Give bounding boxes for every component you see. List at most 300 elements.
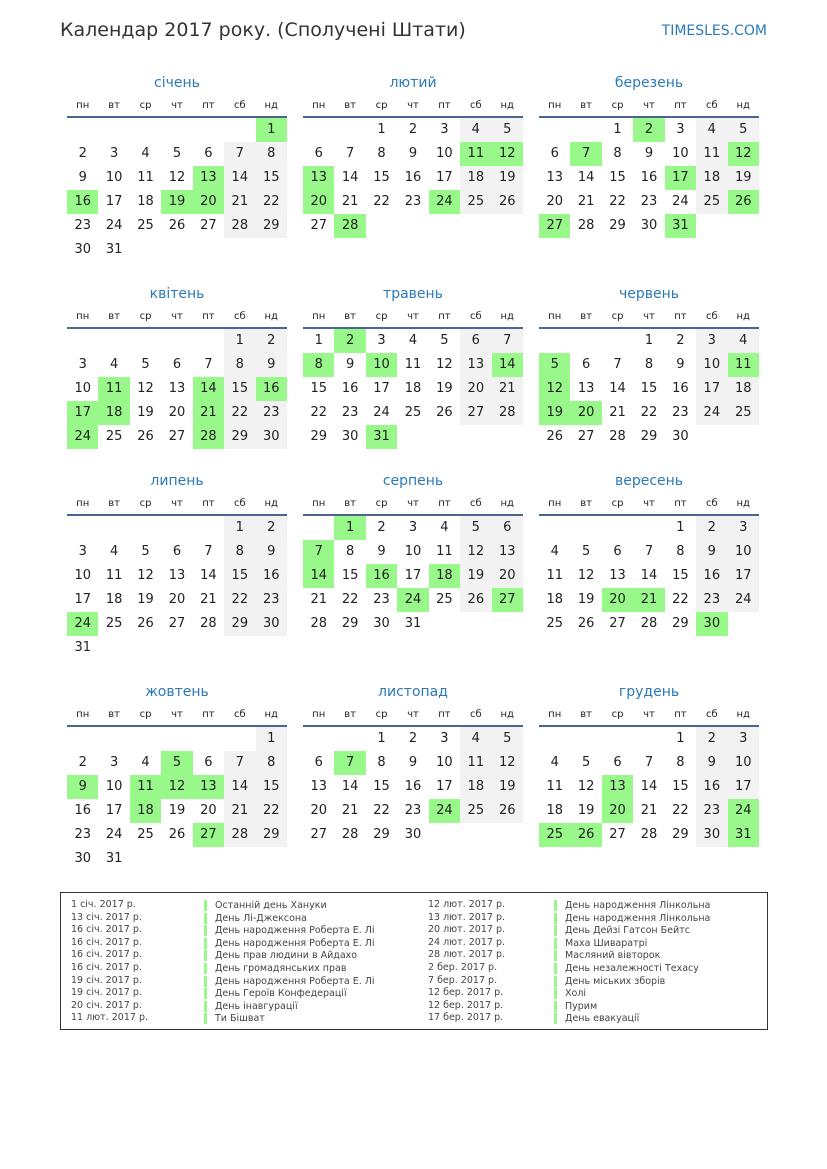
day-cell[interactable]: 5 [141,544,150,559]
day-cell[interactable]: 7 [224,142,255,166]
day-cell[interactable]: 30 [696,612,727,636]
day-cell[interactable]: 26 [137,616,154,631]
day-cell[interactable]: 27 [168,429,186,444]
day-cell[interactable]: 27 [200,218,217,233]
day-cell[interactable]: 19 [168,803,186,818]
day-cell[interactable]: 20 [492,564,523,588]
day-cell[interactable]: 13 [602,775,633,799]
day-cell[interactable]: 20 [168,592,186,607]
day-cell[interactable]: 9 [377,544,386,559]
day-cell[interactable]: 1 [256,118,287,142]
day-cell[interactable]: 2 [78,146,87,161]
day-cell[interactable]: 26 [577,616,595,631]
day-cell[interactable]: 28 [193,425,224,449]
day-cell[interactable]: 22 [373,803,390,818]
day-cell[interactable]: 18 [460,166,491,190]
day-cell[interactable]: 16 [67,190,98,214]
day-cell[interactable]: 24 [728,588,759,612]
day-cell[interactable]: 19 [492,775,523,799]
day-cell[interactable]: 9 [67,775,98,799]
day-cell[interactable]: 16 [256,564,287,588]
day-cell[interactable]: 23 [373,592,390,607]
day-cell[interactable]: 6 [581,357,591,372]
day-cell[interactable]: 24 [67,425,98,449]
day-cell[interactable]: 7 [613,357,622,372]
day-cell[interactable]: 13 [492,540,523,564]
day-cell[interactable]: 25 [137,827,154,842]
day-cell[interactable]: 11 [137,170,154,185]
day-cell[interactable]: 21 [193,401,224,425]
day-cell[interactable]: 15 [609,170,626,185]
day-cell[interactable]: 31 [74,640,91,655]
day-cell[interactable]: 21 [224,799,255,823]
day-cell[interactable]: 20 [200,803,217,818]
day-cell[interactable]: 6 [314,755,323,770]
day-cell[interactable]: 3 [440,122,449,137]
day-cell[interactable]: 13 [577,381,595,396]
day-cell[interactable]: 25 [105,616,123,631]
day-cell[interactable]: 17 [436,170,453,185]
day-cell[interactable]: 19 [577,592,595,607]
day-cell[interactable]: 3 [109,755,119,770]
day-cell[interactable]: 11 [728,353,759,377]
day-cell[interactable]: 17 [728,564,759,588]
day-cell[interactable]: 25 [460,190,491,214]
day-cell[interactable]: 28 [640,616,658,631]
day-cell[interactable]: 15 [256,775,287,799]
day-cell[interactable]: 23 [404,803,422,818]
day-cell[interactable]: 7 [334,751,365,775]
day-cell[interactable]: 22 [224,588,255,612]
day-cell[interactable]: 14 [303,564,334,588]
day-cell[interactable]: 20 [168,405,186,420]
day-cell[interactable]: 23 [74,827,91,842]
day-cell[interactable]: 2 [334,329,365,353]
day-cell[interactable]: 14 [640,568,658,583]
day-cell[interactable]: 21 [341,194,359,209]
day-cell[interactable]: 18 [460,775,491,799]
day-cell[interactable]: 13 [168,568,186,583]
day-cell[interactable]: 21 [224,190,255,214]
day-cell[interactable]: 25 [696,190,727,214]
day-cell[interactable]: 17 [74,592,91,607]
day-cell[interactable]: 4 [109,357,119,372]
day-cell[interactable]: 12 [137,568,154,583]
day-cell[interactable]: 26 [168,218,186,233]
day-cell[interactable]: 2 [408,731,418,746]
day-cell[interactable]: 25 [460,799,491,823]
day-cell[interactable]: 18 [137,194,154,209]
day-cell[interactable]: 1 [334,516,365,540]
day-cell[interactable]: 22 [609,194,626,209]
day-cell[interactable]: 16 [404,170,422,185]
day-cell[interactable]: 6 [460,329,491,353]
day-cell[interactable]: 12 [728,142,759,166]
day-cell[interactable]: 15 [672,779,689,794]
day-cell[interactable]: 24 [105,218,123,233]
day-cell[interactable]: 12 [539,377,570,401]
day-cell[interactable]: 6 [492,516,523,540]
day-cell[interactable]: 9 [345,357,355,372]
day-cell[interactable]: 26 [492,190,523,214]
day-cell[interactable]: 8 [676,544,685,559]
day-cell[interactable]: 26 [546,429,563,444]
day-cell[interactable]: 16 [256,377,287,401]
day-cell[interactable]: 5 [492,118,523,142]
day-cell[interactable]: 15 [373,779,390,794]
day-cell[interactable]: 28 [310,616,327,631]
day-cell[interactable]: 13 [310,779,327,794]
day-cell[interactable]: 19 [539,401,570,425]
day-cell[interactable]: 27 [193,823,224,847]
day-cell[interactable]: 29 [256,823,287,847]
day-cell[interactable]: 2 [696,516,727,540]
day-cell[interactable]: 17 [105,194,123,209]
day-cell[interactable]: 16 [74,803,91,818]
day-cell[interactable]: 9 [78,170,87,185]
day-cell[interactable]: 17 [728,775,759,799]
day-cell[interactable]: 3 [408,520,418,535]
day-cell[interactable]: 12 [436,357,453,372]
day-cell[interactable]: 28 [640,827,658,842]
day-cell[interactable]: 7 [570,142,601,166]
day-cell[interactable]: 3 [440,731,449,746]
day-cell[interactable]: 10 [672,146,689,161]
day-cell[interactable]: 30 [341,429,359,444]
day-cell[interactable]: 22 [341,592,359,607]
day-cell[interactable]: 1 [676,520,685,535]
day-cell[interactable]: 8 [676,755,685,770]
day-cell[interactable]: 27 [609,827,626,842]
day-cell[interactable]: 19 [137,405,154,420]
day-cell[interactable]: 14 [341,170,359,185]
day-cell[interactable]: 21 [341,803,359,818]
day-cell[interactable]: 1 [676,731,685,746]
day-cell[interactable]: 18 [130,799,161,823]
day-cell[interactable]: 13 [193,775,224,799]
day-cell[interactable]: 6 [550,146,559,161]
day-cell[interactable]: 4 [696,118,727,142]
day-cell[interactable]: 11 [105,568,123,583]
day-cell[interactable]: 26 [436,405,453,420]
day-cell[interactable]: 22 [672,592,689,607]
day-cell[interactable]: 4 [440,520,449,535]
day-cell[interactable]: 5 [141,357,150,372]
day-cell[interactable]: 8 [256,142,287,166]
day-cell[interactable]: 26 [460,588,491,612]
day-cell[interactable]: 2 [633,118,664,142]
day-cell[interactable]: 29 [373,827,390,842]
day-cell[interactable]: 29 [310,429,327,444]
day-cell[interactable]: 18 [98,401,129,425]
day-cell[interactable]: 19 [492,166,523,190]
day-cell[interactable]: 20 [310,803,327,818]
day-cell[interactable]: 12 [460,540,491,564]
day-cell[interactable]: 11 [546,568,563,583]
day-cell[interactable]: 27 [310,218,327,233]
day-cell[interactable]: 1 [644,333,654,348]
day-cell[interactable]: 24 [397,588,428,612]
day-cell[interactable]: 13 [546,170,563,185]
day-cell[interactable]: 26 [492,799,523,823]
day-cell[interactable]: 13 [609,568,626,583]
day-cell[interactable]: 9 [256,540,287,564]
day-cell[interactable]: 23 [640,194,658,209]
day-cell[interactable]: 7 [224,751,255,775]
day-cell[interactable]: 14 [577,170,595,185]
day-cell[interactable]: 30 [404,827,422,842]
day-cell[interactable]: 5 [440,333,449,348]
day-cell[interactable]: 1 [377,122,386,137]
day-cell[interactable]: 13 [303,166,334,190]
day-cell[interactable]: 16 [341,381,359,396]
day-cell[interactable]: 10 [105,779,123,794]
day-cell[interactable]: 27 [539,214,570,238]
day-cell[interactable]: 22 [224,401,255,425]
day-cell[interactable]: 26 [728,190,759,214]
day-cell[interactable]: 23 [404,194,422,209]
day-cell[interactable]: 28 [577,218,595,233]
day-cell[interactable]: 24 [429,799,460,823]
day-cell[interactable]: 25 [404,405,422,420]
day-cell[interactable]: 14 [492,353,523,377]
day-cell[interactable]: 10 [728,751,759,775]
day-cell[interactable]: 16 [366,564,397,588]
day-cell[interactable]: 27 [609,616,626,631]
day-cell[interactable]: 9 [408,755,418,770]
day-cell[interactable]: 2 [408,122,418,137]
day-cell[interactable]: 31 [105,851,123,866]
day-cell[interactable]: 12 [577,779,595,794]
day-cell[interactable]: 19 [137,592,154,607]
day-cell[interactable]: 26 [137,429,154,444]
day-cell[interactable]: 12 [492,751,523,775]
day-cell[interactable]: 3 [377,333,386,348]
day-cell[interactable]: 31 [665,214,696,238]
day-cell[interactable]: 23 [696,588,727,612]
day-cell[interactable]: 15 [256,166,287,190]
day-cell[interactable]: 1 [224,329,255,353]
day-cell[interactable]: 14 [200,568,217,583]
day-cell[interactable]: 17 [105,803,123,818]
day-cell[interactable]: 7 [204,357,213,372]
day-cell[interactable]: 3 [696,329,727,353]
day-cell[interactable]: 17 [696,377,727,401]
day-cell[interactable]: 28 [224,823,255,847]
day-cell[interactable]: 4 [408,333,418,348]
day-cell[interactable]: 15 [224,377,255,401]
day-cell[interactable]: 8 [377,755,386,770]
day-cell[interactable]: 3 [78,544,87,559]
day-cell[interactable]: 21 [633,588,664,612]
day-cell[interactable]: 12 [137,381,154,396]
day-cell[interactable]: 14 [224,775,255,799]
day-cell[interactable]: 27 [460,401,491,425]
day-cell[interactable]: 23 [696,799,727,823]
day-cell[interactable]: 18 [728,377,759,401]
day-cell[interactable]: 29 [224,612,255,636]
day-cell[interactable]: 1 [613,122,622,137]
day-cell[interactable]: 14 [341,779,359,794]
day-cell[interactable]: 24 [105,827,123,842]
day-cell[interactable]: 23 [672,405,689,420]
day-cell[interactable]: 4 [550,544,559,559]
day-cell[interactable]: 16 [672,381,689,396]
day-cell[interactable]: 28 [200,616,217,631]
day-cell[interactable]: 19 [728,166,759,190]
day-cell[interactable]: 11 [546,779,563,794]
day-cell[interactable]: 23 [256,588,287,612]
day-cell[interactable]: 18 [546,592,563,607]
day-cell[interactable]: 15 [373,170,390,185]
day-cell[interactable]: 24 [672,194,689,209]
day-cell[interactable]: 1 [256,727,287,751]
day-cell[interactable]: 4 [550,755,559,770]
day-cell[interactable]: 8 [345,544,355,559]
day-cell[interactable]: 27 [492,588,523,612]
day-cell[interactable]: 21 [577,194,595,209]
day-cell[interactable]: 14 [609,381,626,396]
day-cell[interactable]: 29 [640,429,658,444]
day-cell[interactable]: 27 [310,827,327,842]
day-cell[interactable]: 10 [696,353,727,377]
day-cell[interactable]: 11 [460,142,491,166]
day-cell[interactable]: 6 [172,544,182,559]
day-cell[interactable]: 21 [310,592,327,607]
day-cell[interactable]: 20 [546,194,563,209]
day-cell[interactable]: 27 [577,429,595,444]
day-cell[interactable]: 21 [200,592,217,607]
day-cell[interactable]: 9 [696,751,727,775]
day-cell[interactable]: 1 [377,731,386,746]
day-cell[interactable]: 15 [341,568,359,583]
day-cell[interactable]: 16 [696,775,727,799]
day-cell[interactable]: 5 [581,544,591,559]
day-cell[interactable]: 17 [373,381,390,396]
day-cell[interactable]: 30 [256,425,287,449]
day-cell[interactable]: 14 [193,377,224,401]
day-cell[interactable]: 29 [672,616,689,631]
day-cell[interactable]: 22 [256,799,287,823]
day-cell[interactable]: 11 [130,775,161,799]
day-cell[interactable]: 2 [256,516,287,540]
day-cell[interactable]: 6 [172,357,182,372]
day-cell[interactable]: 5 [728,118,759,142]
day-cell[interactable]: 9 [408,146,418,161]
day-cell[interactable]: 11 [404,357,422,372]
day-cell[interactable]: 25 [137,218,154,233]
day-cell[interactable]: 26 [570,823,601,847]
day-cell[interactable]: 10 [436,755,453,770]
day-cell[interactable]: 10 [74,381,91,396]
day-cell[interactable]: 25 [436,592,453,607]
day-cell[interactable]: 14 [224,166,255,190]
day-cell[interactable]: 6 [613,544,622,559]
day-cell[interactable]: 8 [256,751,287,775]
day-cell[interactable]: 10 [404,544,422,559]
day-cell[interactable]: 21 [609,405,626,420]
day-cell[interactable]: 30 [672,429,689,444]
day-cell[interactable]: 5 [161,751,192,775]
day-cell[interactable]: 10 [74,568,91,583]
day-cell[interactable]: 7 [345,146,355,161]
day-cell[interactable]: 17 [67,401,98,425]
day-cell[interactable]: 17 [404,568,422,583]
day-cell[interactable]: 25 [728,401,759,425]
day-cell[interactable]: 29 [672,827,689,842]
day-cell[interactable]: 1 [314,333,323,348]
day-cell[interactable]: 2 [676,333,685,348]
day-cell[interactable]: 5 [492,727,523,751]
day-cell[interactable]: 12 [168,170,186,185]
day-cell[interactable]: 22 [640,405,658,420]
day-cell[interactable]: 20 [303,190,334,214]
day-cell[interactable]: 15 [672,568,689,583]
day-cell[interactable]: 19 [577,803,595,818]
day-cell[interactable]: 24 [429,190,460,214]
day-cell[interactable]: 7 [644,755,654,770]
day-cell[interactable]: 1 [224,516,255,540]
day-cell[interactable]: 28 [334,214,365,238]
day-cell[interactable]: 20 [460,377,491,401]
day-cell[interactable]: 6 [204,755,213,770]
day-cell[interactable]: 31 [728,823,759,847]
day-cell[interactable]: 24 [728,799,759,823]
day-cell[interactable]: 16 [640,170,658,185]
day-cell[interactable]: 9 [644,146,654,161]
day-cell[interactable]: 4 [460,727,491,751]
day-cell[interactable]: 30 [256,612,287,636]
day-cell[interactable]: 8 [377,146,386,161]
day-cell[interactable]: 21 [492,377,523,401]
day-cell[interactable]: 5 [539,353,570,377]
day-cell[interactable]: 17 [665,166,696,190]
day-cell[interactable]: 21 [640,803,658,818]
day-cell[interactable]: 18 [404,381,422,396]
day-cell[interactable]: 29 [224,425,255,449]
day-cell[interactable]: 9 [696,540,727,564]
day-cell[interactable]: 19 [460,564,491,588]
day-cell[interactable]: 2 [377,520,386,535]
day-cell[interactable]: 26 [168,827,186,842]
day-cell[interactable]: 25 [105,429,123,444]
day-cell[interactable]: 30 [373,616,390,631]
day-cell[interactable]: 28 [341,827,359,842]
day-cell[interactable]: 20 [602,588,633,612]
day-cell[interactable]: 30 [696,823,727,847]
day-cell[interactable]: 12 [492,142,523,166]
day-cell[interactable]: 16 [696,564,727,588]
day-cell[interactable]: 13 [168,381,186,396]
day-cell[interactable]: 2 [256,329,287,353]
day-cell[interactable]: 19 [436,381,453,396]
day-cell[interactable]: 2 [696,727,727,751]
day-cell[interactable]: 20 [602,799,633,823]
day-cell[interactable]: 23 [341,405,359,420]
day-cell[interactable]: 18 [546,803,563,818]
day-cell[interactable]: 18 [429,564,460,588]
day-cell[interactable]: 3 [728,727,759,751]
day-cell[interactable]: 4 [141,146,150,161]
day-cell[interactable]: 11 [460,751,491,775]
day-cell[interactable]: 12 [577,568,595,583]
day-cell[interactable]: 17 [436,779,453,794]
day-cell[interactable]: 9 [676,357,685,372]
day-cell[interactable]: 28 [224,214,255,238]
day-cell[interactable]: 15 [310,381,327,396]
day-cell[interactable]: 8 [644,357,654,372]
day-cell[interactable]: 2 [78,755,87,770]
